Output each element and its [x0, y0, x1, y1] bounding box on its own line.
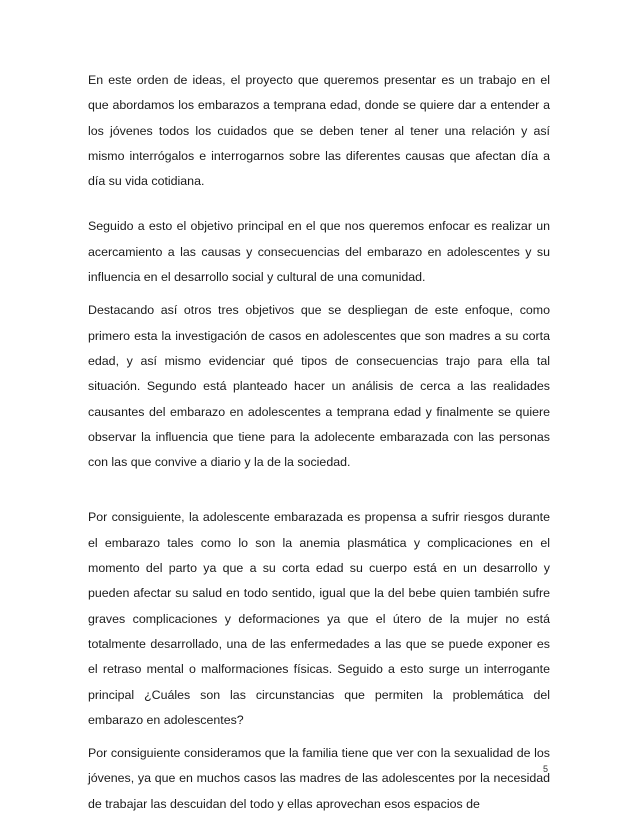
- paragraph: Destacando así otros tres objetivos que se despliegan de este enfoque, como primero esta la investigación de casos en adolescentes que son madres a su corta edad, y así mismo evidenciar qué tipos de consecuencias trajo para ella tal situación. Segundo está planteado hacer un análisis de cerca a las realidades causantes del embarazo en adolescentes a temprana edad y finalmente se quiere observar la influencia que tiene para la adolecente embarazada con las personas con las que convive a diario y la de la sociedad.: [88, 303, 550, 470]
- paragraph: Seguido a esto el objetivo principal en el que nos queremos enfocar es realizar un acercamiento a las causas y consecuencias del embarazo en adolescentes y su influencia en el desarrollo social y cultural de una comunidad.: [88, 219, 550, 285]
- paragraph: Por consiguiente consideramos que la familia tiene que ver con la sexualidad de los jóvenes, ya que en muchos casos las madres de las adolescentes por la necesidad de trabajar las descuidan del todo y ellas aprovechan esos espacios de: [88, 746, 550, 811]
- page-number: 5: [542, 764, 548, 774]
- paragraph: En este orden de ideas, el proyecto que queremos presentar es un trabajo en el que abordamos los embarazos a temprana edad, donde se quiere dar a entender a los jóvenes todos los cuidados que se deben tener al tener una relación y así mismo interrógalos e interrogarnos sobre las diferentes causas que afectan día a día su vida cotidiana.: [88, 73, 550, 189]
- paragraph: Por consiguiente, la adolescente embarazada es propensa a sufrir riesgos durante el embarazo tales como lo son la anemia plasmática y complicaciones en el momento del parto ya que a su corta edad su cuerpo está en un desarrollo y pueden afectar su salud en todo sentido, igual que la del bebe quien también sufre graves complicaciones y deformaciones ya que el útero de la mujer no está totalmente desarrollado, una de las enfermedades a las que se puede exponer es el retraso mental o malformaciones físicas. Seguido a esto surge un interrogante principal ¿Cuáles son las circunstancias que permiten la problemática del embarazo en adolescentes?: [88, 510, 550, 727]
- body-text: [88, 68, 550, 817]
